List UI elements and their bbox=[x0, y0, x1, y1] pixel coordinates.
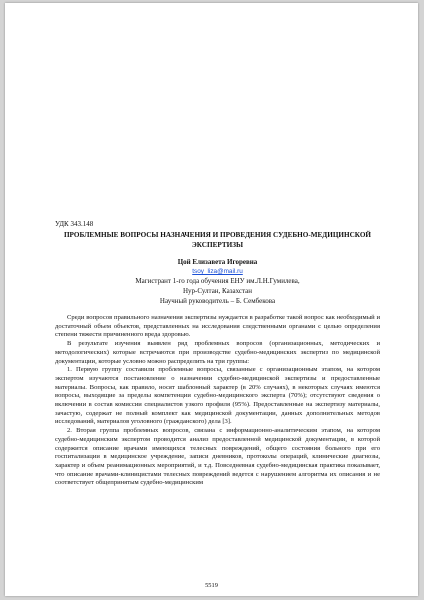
paragraph: 2. Вторая группа проблемных вопросов, связана с информационно-аналитическим этапом, на котором судебно-медицинским экспертом проводится анализ предоставленной медицинской документации, в которой содержится описание врачами имеющихся телесных повреждений, общего состояния больного при его госпитализации в медицинское учреждение, записи дневников, протоколы операций, клинические диагнозы, характер и объем реанимационных мероприятий, и т.д. Повседневная судебно-медицинская практика показывает, что описание врачами-клиницистами телесных повреждений ведется с нарушением алгоритма их описания и не соответствует общепринятым судебно-медицинским bbox=[55, 427, 380, 487]
paragraph: В результате изучения выявлен ряд проблемных вопросов (организационных, методических и методологических) которые встречаются при производстве судебно-медицинских экспертиз по медицинской документации, которые условно можно распределить на три группы: bbox=[55, 340, 380, 365]
author-email-link[interactable]: tsoy_liza@mail.ru bbox=[192, 268, 243, 275]
affiliation-line: Магистрант 1-го года обучения ЕНУ им.Л.Н.Гумилева, bbox=[135, 277, 300, 285]
body-text bbox=[55, 314, 380, 488]
udc-code: УДК 343.148 bbox=[55, 220, 94, 228]
paragraph: Среди вопросов правильного назначения экспертизы нуждается в разработке такой вопрос как необходимый и достаточный объем объектов, представленных на исследования следственными органами с целью определения степени тяжести причиненного вреда здоровью. bbox=[55, 314, 380, 339]
document-page bbox=[5, 3, 418, 596]
paper-title: ПРОБЛЕМНЫЕ ВОПРОСЫ НАЗНАЧЕНИЯ И ПРОВЕДЕНИЯ СУДЕБНО-МЕДИЦИНСКОЙ ЭКСПЕРТИЗЫ bbox=[63, 231, 372, 249]
page-content bbox=[55, 220, 380, 488]
paragraph: 1. Первую группу составили проблемные вопросы, связанные с организационным этапом, на котором экспертом изучаются постановление о назначении судебно-медицинской экспертизы и предоставленные материалы. Вопросы, как правило, носят шаблонный характер (в 20% случаях), в некоторых случаях имеются вопросы, выходящие за пределы компетенции судебно-медицинского эксперта (70%); отсутствуют сведения о включении в состав комиссии специалистов узкого профиля (95%). Предоставленные на экспертизу материалы, зачастую, содержат не полный комплект как медицинской документации, данных дополнительных методов исследований, материалов уголовного (гражданского) дела [3]. bbox=[55, 366, 380, 426]
author-name: Цой Елизавета Игоревна bbox=[177, 258, 258, 266]
affiliation-line: Нур-Султан, Казахстан bbox=[182, 287, 253, 295]
supervisor-line: Научный руководитель – Б. Сембекова bbox=[159, 297, 276, 305]
page-number: 5519 bbox=[205, 582, 218, 589]
